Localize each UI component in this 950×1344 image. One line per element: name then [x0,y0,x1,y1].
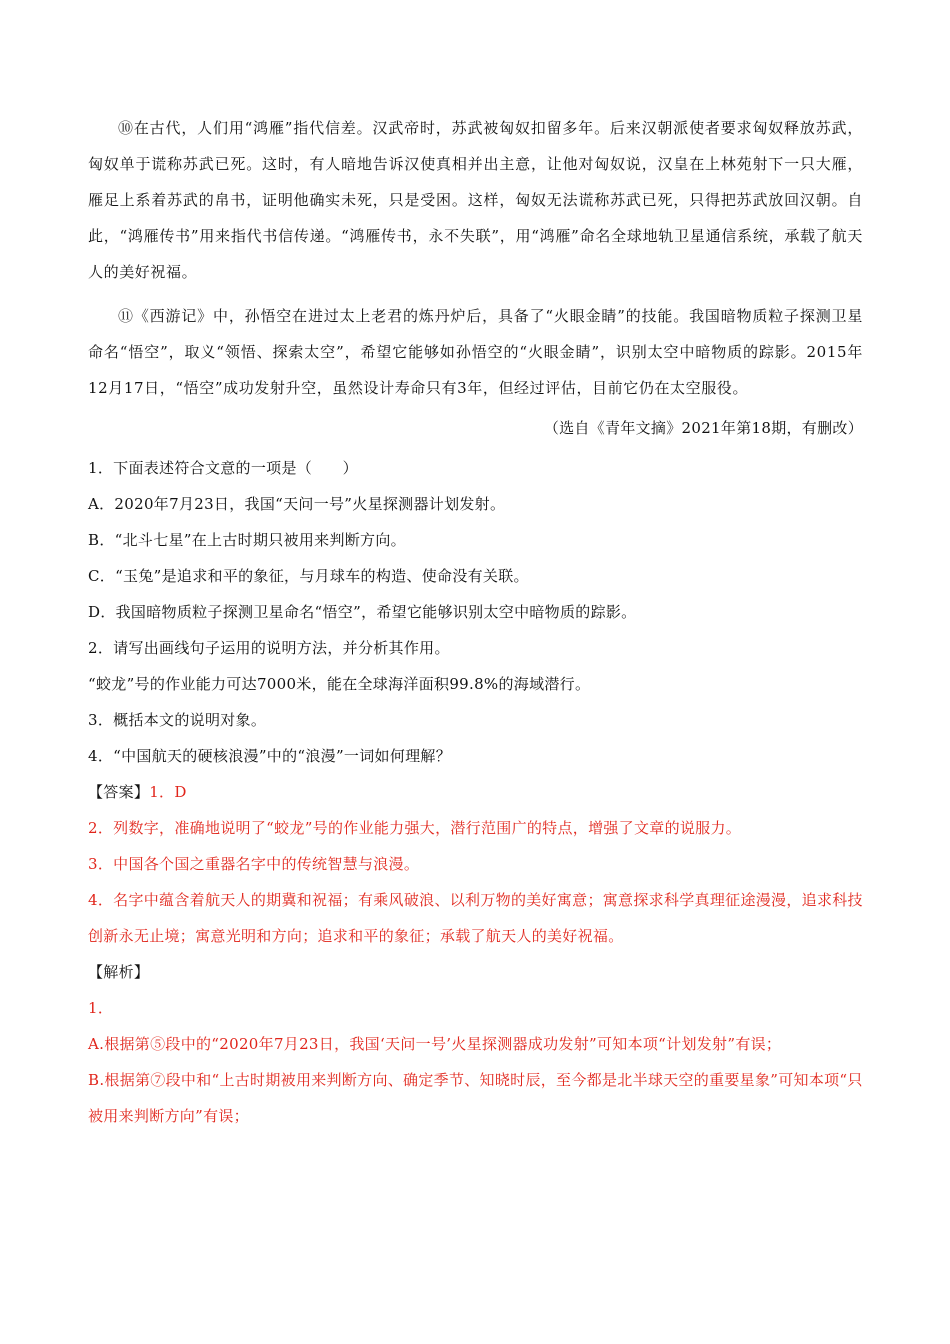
passage [88,110,863,406]
analysis-number-1: 1． [88,999,114,1017]
question-4: 4．“中国航天的硬核浪漫”中的“浪漫”一词如何理解？ [88,747,452,765]
question-3: 3．概括本文的说明对象。 [88,711,267,729]
analysis-section [88,954,863,1134]
paragraph-11: ⑪《西游记》中，孙悟空在进过太上老君的炼丹炉后，具备了“火眼金睛”的技能。我国暗物质粒子探测卫星命名“悟空”，取义“领悟、探索太空”，希望它能够如孙悟空的“火眼金睛”，识别太空中暗物质的踪影。2015年12月17日，“悟空”成功发射升空，虽然设计寿命只有3年，但经过评估，目前它仍在太空服役。 [88,307,863,397]
question-2: 2．请写出画线句子运用的说明方法，并分析其作用。 [88,639,450,657]
source-citation: （选自《青年文摘》2021年第18期，有删改） [543,419,863,437]
analysis-label: 【解析】 [88,963,150,981]
question-1-option-b: B．“北斗七星”在上古时期只被用来判断方向。 [88,531,406,549]
document-content [88,110,863,1134]
question-2-sentence: “蛟龙”号的作业能力可达7000米，能在全球海洋面积99.8%的海域潜行。 [88,675,591,693]
answer-label: 【答案】 [88,783,150,801]
question-1-option-c: C．“玉兔”是追求和平的象征，与月球车的构造、使命没有关联。 [88,567,529,585]
paragraph-10: ⑩在古代，人们用“鸿雁”指代信差。汉武帝时，苏武被匈奴扣留多年。后来汉朝派使者要求匈奴释放苏武，匈奴单于谎称苏武已死。这时，有人暗地告诉汉使真相并出主意，让他对匈奴说，汉皇在上林苑射下一只大雁，雁足上系着苏武的帛书，证明他确实未死，只是受困。这样，匈奴无法谎称苏武已死，只得把苏武放回汉朝。自此，“鸿雁传书”用来指代书信传递。“鸿雁传书，永不失联”，用“鸿雁”命名全球地轨卫星通信系统，承载了航天人的美好祝福。 [88,119,863,281]
analysis-option-a: A.根据第⑤段中的“2020年7月23日，我国‘天问一号’火星探测器成功发射”可知本项“计划发射”有误； [88,1035,782,1053]
answer-2: 2．列数字，准确地说明了“蛟龙”号的作业能力强大，潜行范围广的特点，增强了文章的说服力。 [88,819,742,837]
answer-1: 1．D [149,783,187,801]
questions-section [88,450,863,774]
answer-3: 3．中国各个国之重器名字中的传统智慧与浪漫。 [88,855,420,873]
analysis-option-b: B.根据第⑦段中和“上古时期被用来判断方向、确定季节、知晓时辰，至今都是北半球天空的重要星象”可知本项“只被用来判断方向”有误； [88,1071,863,1125]
answer-4: 4．名字中蕴含着航天人的期冀和祝福；有乘风破浪、以利万物的美好寓意；寓意探求科学真理征途漫漫，追求科技创新永无止境；寓意光明和方向；追求和平的象征；承载了航天人的美好祝福。 [88,891,863,945]
question-1: 1．下面表述符合文意的一项是（ ） [88,459,358,477]
answer-line-1 [88,774,863,810]
question-1-option-d: D．我国暗物质粒子探测卫星命名“悟空”，希望它能够识别太空中暗物质的踪影。 [88,603,637,621]
question-1-option-a: A．2020年7月23日，我国“天问一号”火星探测器计划发射。 [88,495,506,513]
answers-section [88,774,863,954]
